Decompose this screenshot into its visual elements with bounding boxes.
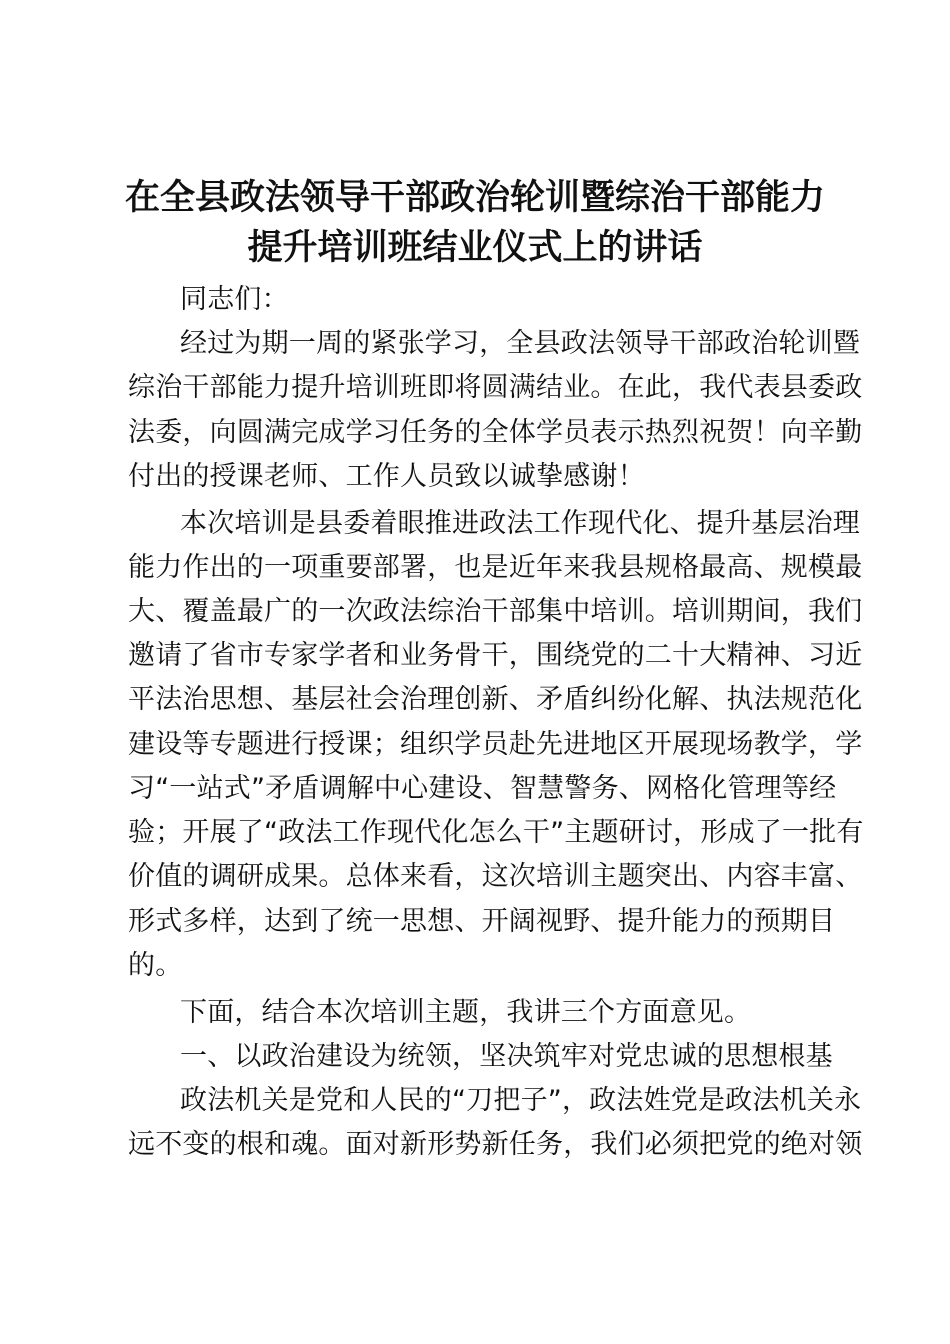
document-title-line-1: 在全县政法领导干部政治轮训暨综治干部能力	[124, 178, 825, 218]
body-line: 验；开展了“政法工作现代化怎么干”主题研讨，形成了一批有	[128, 817, 864, 848]
body-line: 的。	[128, 950, 183, 981]
body-line: 大、覆盖最广的一次政法综治干部集中培训。培训期间，我们	[128, 596, 863, 627]
body-line: 建设等专题进行授课；组织学员赴先进地区开展现场教学，学	[128, 729, 863, 760]
body-line: 本次培训是县委着眼推进政法工作现代化、提升基层治理	[180, 508, 860, 539]
body-line: 付出的授课老师、工作人员致以诚挚感谢！	[128, 461, 645, 492]
body-line: 政法机关是党和人民的“刀把子”，政法姓党是政法机关永	[180, 1085, 862, 1116]
body-line: 能力作出的一项重要部署，也是近年来我县规格最高、规模最	[128, 552, 863, 583]
body-line: 一、以政治建设为统领，坚决筑牢对党忠诚的思想根基	[180, 1041, 833, 1072]
body-line: 邀请了省市专家学者和业务骨干，围绕党的二十大精神、习近	[128, 640, 863, 671]
body-line: 价值的调研成果。总体来看，这次培训主题突出、内容丰富、	[128, 861, 863, 892]
body-line: 同志们：	[180, 284, 289, 315]
body-line: 习“一站式”矛盾调解中心建设、智慧警务、网格化管理等经	[128, 773, 837, 804]
body-line: 平法治思想、基层社会治理创新、矛盾纠纷化解、执法规范化	[128, 684, 863, 715]
body-line: 法委，向圆满完成学习任务的全体学员表示热烈祝贺！向辛勤	[128, 417, 863, 448]
body-line: 远不变的根和魂。面对新形势新任务，我们必须把党的绝对领	[128, 1129, 863, 1160]
body-line: 综治干部能力提升培训班即将圆满结业。在此，我代表县委政	[128, 372, 863, 403]
document-title-line-2: 提升培训班结业仪式上的讲话	[247, 228, 703, 268]
body-line: 形式多样，达到了统一思想、开阔视野、提升能力的预期目	[128, 906, 836, 937]
body-line: 经过为期一周的紧张学习，全县政法领导干部政治轮训暨	[180, 328, 860, 359]
body-line: 下面，结合本次培训主题，我讲三个方面意见。	[180, 997, 752, 1028]
